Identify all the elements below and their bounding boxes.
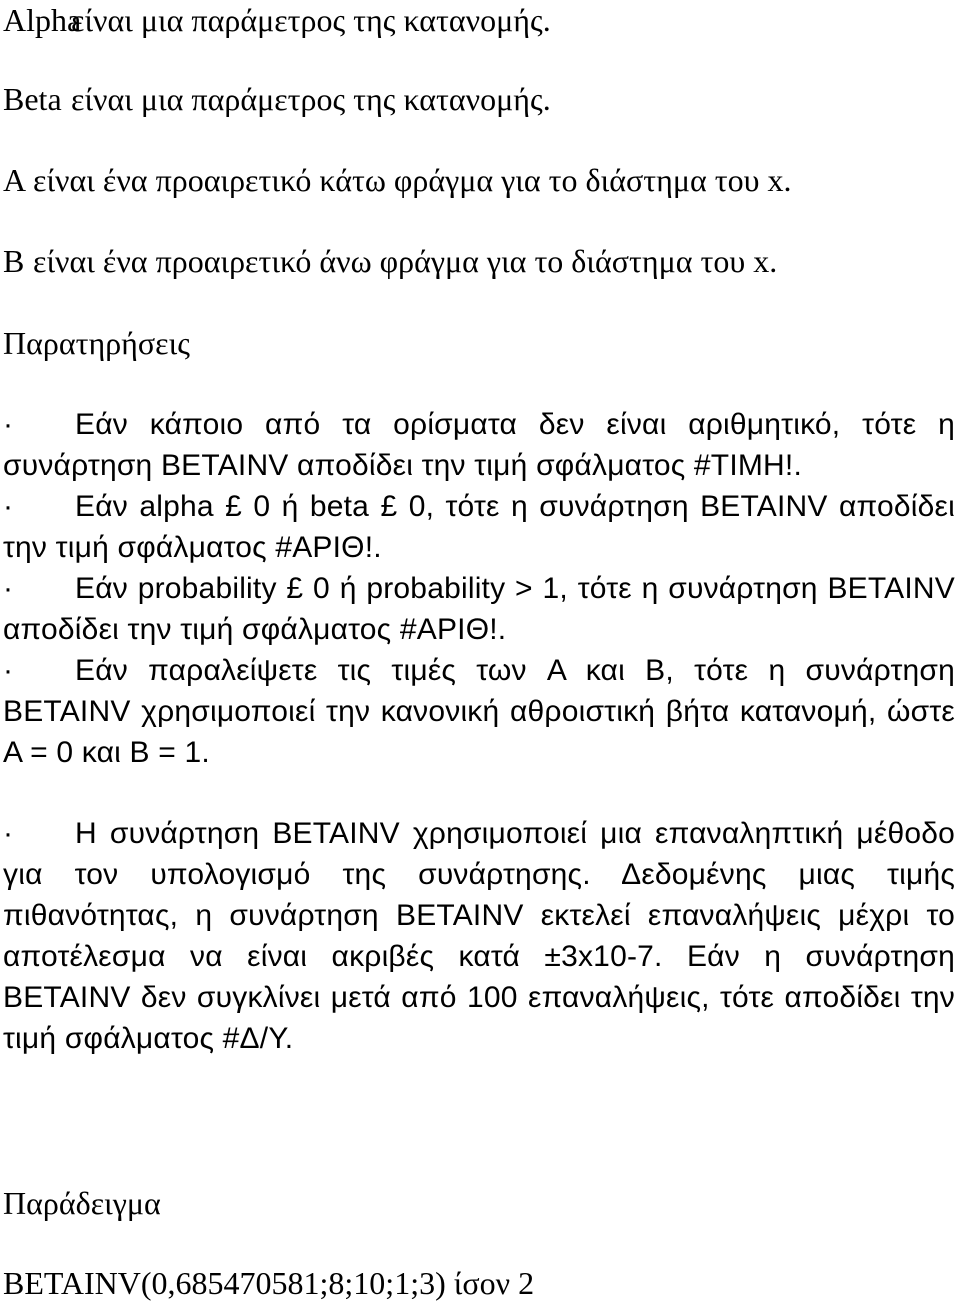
remark-item xyxy=(3,486,955,568)
param-description: είναι ένα προαιρετικό κάτω φράγμα για το διάστημα του x. xyxy=(33,162,792,198)
bullet-dot: · xyxy=(3,654,14,687)
param-description: είναι μια παράμετρος της κατανομής. xyxy=(71,2,551,38)
param-description: είναι μια παράμετρος της κατανομής. xyxy=(71,81,551,117)
param-term: Beta xyxy=(3,81,62,117)
param-alpha xyxy=(3,0,551,41)
remark-item xyxy=(3,650,955,773)
param-term: B xyxy=(3,243,25,279)
remark-text: Εάν κάποιο από τα ορίσματα δεν είναι αριθμητικό, τότε η συνάρτηση BETAINV αποδίδει την τιμή σφάλματος #ΤΙΜΗ!. xyxy=(3,408,955,482)
remark-text: Η συνάρτηση BETAINV χρησιμοποιεί μια επαναληπτική μέθοδο για τον υπολογισμό της συνάρτησης. Δεδομένης μιας τιμής πιθανότητας, η συνάρτηση BETAINV εκτελεί επαναλήψεις μέχρι το αποτέλεσμα να είναι ακριβές κατά ±3x10-7. Εάν η συνάρτηση BETAINV δεν συγκλίνει μετά από 100 επαναλήψεις, τότε αποδίδει την τιμή σφάλματος #Δ/Υ. xyxy=(3,817,955,1055)
remark-item xyxy=(3,404,955,486)
param-description: είναι ένα προαιρετικό άνω φράγμα για το διάστημα του x. xyxy=(33,243,778,279)
remarks-heading: Παρατηρήσεις xyxy=(3,325,190,361)
remark-text: Εάν alpha £ 0 ή beta £ 0, τότε η συνάρτηση BETAINV αποδίδει την τιμή σφάλματος #ΑΡΙΘ!. xyxy=(3,490,955,564)
remark-text: Εάν probability £ 0 ή probability > 1, τότε η συνάρτηση BETAINV αποδίδει την τιμή σφάλματος #ΑΡΙΘ!. xyxy=(3,572,955,646)
bullet-dot: · xyxy=(3,490,14,523)
bullet-dot: · xyxy=(3,572,14,605)
example-heading: Παράδειγμα xyxy=(3,1185,161,1221)
remark-item xyxy=(3,813,955,1059)
param-term: A xyxy=(3,162,27,198)
param-term: Alpha xyxy=(3,2,82,38)
param-a xyxy=(3,160,791,201)
bullet-dot: · xyxy=(3,817,14,850)
remark-text: Εάν παραλείψετε τις τιμές των A και B, τότε η συνάρτηση BETAINV χρησιμοποιεί την κανονική αθροιστική βήτα κατανομή, ώστε A = 0 και B = 1. xyxy=(3,654,955,769)
param-beta xyxy=(3,79,551,120)
example-formula: BETAINV(0,685470581;8;10;1;3) ίσον 2 xyxy=(3,1265,535,1301)
remark-item xyxy=(3,568,955,650)
param-b xyxy=(3,241,777,282)
bullet-dot: · xyxy=(3,408,14,441)
